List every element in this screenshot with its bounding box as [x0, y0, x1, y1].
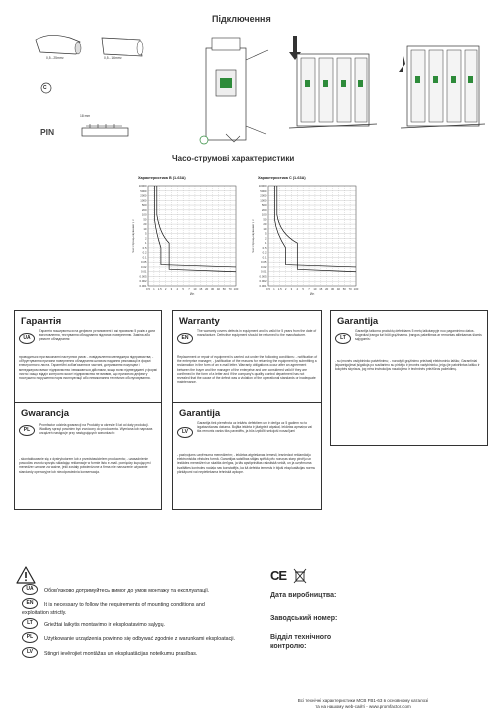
warranty-lv-body: - paziņojums uzņēmuma menedžerim; - iekārtas atgriešanas iemesli, iesniedzot reklamāciju elektroniskās vēstules formā. Garantijas saistības stājas spēkā pēc noruņas starp pircēju un iestādes menedžeri un skaitās derīgas, ja tās apstiprinātas rakstiskā veidā, un ja uzņēmuma kvalitātes kontroles nodaļa nav konstatējis, ka šā defekta iemesls ir bijuši ekspluatācijas normu pārkāpumi vai nepietiekama tehniskā apkope.	[177, 453, 316, 474]
y-tick-label: 200	[261, 207, 267, 212]
recycle-bin-icon	[292, 568, 308, 584]
x-tick-label: 70	[228, 287, 232, 291]
x-tick-label: 0.5	[146, 287, 150, 291]
x-axis-label: I/In	[309, 292, 315, 296]
y-tick-label: 20	[263, 222, 267, 227]
warranty-lt-body: - su įmonės vadybininko patvirtinimu; - nurodyti grąžinimo priežastį elektroniniu laišku; Garantiniai įsipareigojimai įsigalioja po susitarimo su pirkėju ir įmonės vadybininku, jeigu jie patvirtintas laišku ir kokybės skyriaus, jog nėra instrukcijos naudojimo ir techninės priežiūros pažeidimų.	[335, 359, 480, 372]
warning-en-badge: EN	[22, 598, 38, 609]
breaker-group-left	[289, 36, 377, 128]
warranty-lv-intro: Garantija tiek piemērota uz iekārtu defektiem un ir derīga uz 5 gadiem no to izgatavošanas datuma. Bojāta iekārta ir jāatgriež atpakaļ. Iekārtas apmaiņa vai tās remonts vanks tiks pavedēts, ja būs izpildīti sekojoši nosacījumi	[197, 421, 312, 434]
warranty-ua-intro: Гарантія поширюється на дефекти установлені і які проявили 5 років з дати виготовлення, тестування обладнання підлягає поверненню. Заміна або ремонт обладнання	[39, 329, 156, 342]
warranty-ua-title: Гарантія	[21, 316, 62, 327]
y-tick-label: 10	[143, 226, 147, 231]
warranty-lt-intro: Garantija taikoma produktų defektams 5 metų laikotarpyje nuo pagaminimo datos. Sugedusi įranga turi būti grąžinama. Įrangos pakeitimas ar remontas atliekamas šiomis sąlygomis:	[355, 329, 482, 342]
y-tick-label: 20	[143, 222, 147, 227]
x-tick-label: 40	[336, 287, 340, 291]
x-tick-label: 1.5	[157, 287, 162, 291]
x-tick-label: 5	[302, 287, 304, 291]
chart-b	[128, 182, 240, 300]
footer-line-2: та на нашому web-сайті - www.promfactor.com	[315, 704, 411, 709]
y-tick-label: 0.002	[139, 279, 147, 284]
y-tick-label: 0.05	[141, 260, 147, 265]
x-tick-label: 4	[296, 287, 299, 291]
warning-lv-badge: LV	[22, 647, 38, 658]
warning-icon	[16, 566, 36, 584]
y-tick-label: 0.5	[142, 245, 147, 250]
x-tick-label: 0.5	[266, 287, 270, 291]
y-tick-label: 0.1	[142, 255, 147, 260]
x-tick-label: 5	[182, 287, 184, 291]
ce-mark: CE	[270, 568, 287, 583]
x-tick-label: 7	[308, 287, 310, 291]
x-tick-label: 50	[222, 287, 226, 291]
x-axis-label: I/In	[189, 292, 195, 296]
y-tick-label: 2	[144, 236, 147, 241]
serial-number-label: Заводський номер:	[270, 615, 338, 622]
y-tick-label: 0.002	[259, 279, 267, 284]
y-tick-label: 0.2	[262, 250, 267, 255]
y-tick-label: 500	[261, 203, 267, 208]
y-tick-label: 1	[144, 241, 147, 246]
y-axis-label: Час спрацьовування t, с	[251, 219, 255, 253]
y-tick-label: 0.01	[141, 269, 147, 274]
warranty-pl-body: - skontaktowanie się z dystrybutorem lub z przedstawicielem producenta; - uzasadnienie powodów zwrotu sprzętu składając reklamacje w formie listu e-mail. pomiędzy kupującym i menedżer uznane za ważne, jeśli zostały potwierdzone a firma nie naruszenie używanie standardy operacyjne lub nieodpowiednia konserwacja.	[19, 457, 152, 474]
x-tick-label: 10	[193, 287, 197, 291]
y-tick-label: 200	[141, 207, 147, 212]
page-title: Підключення	[212, 14, 271, 24]
x-tick-label: 4	[176, 287, 179, 291]
chart-c-title: Характеристика C (1-63A)	[258, 176, 306, 180]
y-tick-label: 0.005	[139, 274, 147, 279]
x-tick-label: 3	[290, 287, 293, 291]
warranty-pl	[14, 402, 162, 510]
warranty-ua-body: проводиться при виконанні наступних умов: - повідомлення менеджера підприємства; - обґрунтування причини повернення обладнання шляхом надання рекламації в формі електронного листа. Гарантійні зобов'язання в частині, дотримання покупцем і менеджером вимог підприємства і вважаються дійсними, якщо вони підтверджені у формі листа і якщо відділ контролю якості підприємства не виявив, що причиною дефекту послужило порушення норм експлуатації або невиконання технічних обслуговування.	[19, 355, 157, 381]
x-tick-label: 20	[325, 287, 329, 291]
x-tick-label: 30	[330, 287, 335, 291]
breaker-mounting-drawing	[285, 28, 490, 138]
y-tick-label: 0.5	[262, 245, 267, 250]
y-tick-label: 500	[141, 203, 147, 208]
breaker-wiring-drawing	[186, 30, 276, 155]
warranty-pl-badge: PL	[19, 425, 35, 436]
warranty-lv-title: Garantija	[179, 408, 221, 419]
x-tick-label: 15	[199, 287, 203, 291]
wire-1-size: 0,5...25mm²	[46, 56, 64, 60]
y-tick-label: 100	[261, 212, 267, 217]
y-tick-label: 5000	[140, 188, 147, 193]
production-date-label: Дата виробництва:	[270, 592, 337, 599]
warning-lv-text: Stingri ievērojiet montāžas un ekspluatācijas noteikumu prasības.	[44, 650, 198, 657]
x-tick-label: 2	[164, 287, 167, 291]
y-tick-label: 0.01	[261, 269, 267, 274]
x-tick-label: 100	[233, 287, 239, 291]
y-tick-label: 2000	[260, 193, 267, 198]
qc-department-label: Відділ технічного контролю:	[270, 634, 332, 650]
warranty-pl-title: Gwarancja	[21, 408, 70, 419]
warning-en	[22, 599, 232, 616]
y-tick-label: 50	[263, 217, 267, 222]
warranty-lt-badge: LT	[335, 333, 351, 344]
warranty-lt-title: Garantija	[337, 316, 379, 327]
chart-c	[248, 182, 360, 300]
x-tick-label: 20	[205, 287, 209, 291]
x-tick-label: 1	[273, 287, 275, 291]
y-tick-label: 0.001	[139, 284, 147, 288]
pin-label: PIN	[40, 127, 55, 137]
warning-lt-text: Griežtai laikytis montavimo ir eksploatavimo sąlygų.	[44, 621, 165, 628]
wire-2-drawing	[102, 38, 143, 56]
y-tick-label: 0.02	[141, 264, 147, 269]
y-tick-label: 0.05	[261, 260, 267, 265]
footer-line-1: Всі технічні характеристики MCB FB1-63 в основному каталозі	[297, 698, 429, 703]
warranty-lt	[330, 310, 488, 446]
warranty-pl-intro: Promfactor udziela gwarancji na Produkty w okresie 5 lat od daty produkcji. Wadliwy sprzęt powinien być zwrócony do producenta. Wymiana lub naprawa urządzeń następuje przy następujących warunkach:	[39, 423, 153, 436]
warranty-en-badge: EN	[177, 333, 193, 344]
x-tick-label: 1	[153, 287, 155, 291]
warranty-ua-badge: UA	[19, 333, 35, 344]
warranty-lv	[172, 402, 322, 510]
warning-pl	[22, 633, 262, 644]
y-tick-label: 5	[144, 231, 147, 236]
y-axis-label: Час спрацьовування t, с	[131, 219, 135, 253]
warranty-en-title: Warranty	[179, 316, 220, 327]
charts-title: Часо-струмові характеристики	[172, 154, 295, 163]
y-tick-label: 50	[143, 217, 147, 222]
breaker-group-right	[399, 46, 485, 128]
wire-2-size: 0,5...16mm²	[104, 56, 122, 60]
c-connection-label: C	[43, 85, 47, 91]
x-tick-label: 15	[319, 287, 323, 291]
y-tick-label: 1	[264, 241, 267, 246]
y-tick-label: 0.02	[261, 264, 267, 269]
warranty-lv-badge: LV	[177, 427, 193, 438]
x-tick-label: 10	[313, 287, 317, 291]
x-tick-label: 1.5	[277, 287, 282, 291]
x-tick-label: 70	[348, 287, 352, 291]
warning-pl-text: Użytkowanie urządzenia powinno się odbywać zgodnie z warunkami eksploatacji.	[44, 635, 236, 642]
x-tick-label: 30	[210, 287, 215, 291]
x-tick-label: 7	[188, 287, 190, 291]
x-tick-label: 50	[342, 287, 346, 291]
warning-ua	[22, 585, 252, 596]
warning-en-text: It is necessary to follow the requirements of mounting conditions and exploitation strictly.	[22, 601, 205, 616]
warranty-en-intro: The warranty covers defects in equipment and is valid for 5 years from the date of manufacture. Defective equipment should be returned to the manufacturer.	[197, 329, 317, 338]
y-tick-label: 0.001	[259, 284, 267, 288]
y-tick-label: 5	[264, 231, 267, 236]
y-tick-label: 0.005	[259, 274, 267, 279]
y-tick-label: 10000	[258, 184, 267, 188]
warning-lv	[22, 648, 252, 659]
footer	[248, 698, 478, 710]
x-tick-label: 3	[170, 287, 173, 291]
x-tick-label: 100	[353, 287, 359, 291]
warning-lt-badge: LT	[22, 618, 38, 629]
warning-ua-text: Обов'язково дотримуйтесь вимог до умов монтажу та експлуатації.	[44, 587, 210, 594]
y-tick-label: 10000	[138, 184, 147, 188]
y-tick-label: 100	[141, 212, 147, 217]
warning-lt	[22, 619, 252, 630]
pin-dimension: 18 mm	[80, 114, 91, 118]
y-tick-label: 1000	[140, 198, 147, 203]
x-tick-label: 40	[216, 287, 220, 291]
y-tick-label: 5000	[260, 188, 267, 193]
warning-ua-badge: UA	[22, 584, 38, 595]
y-tick-label: 2	[264, 236, 267, 241]
wire-1-drawing	[36, 35, 81, 54]
chart-b-title: Характеристика B (1-63A)	[138, 176, 186, 180]
y-tick-label: 10	[263, 226, 267, 231]
x-tick-label: 2	[284, 287, 287, 291]
warning-pl-badge: PL	[22, 632, 38, 643]
y-tick-label: 1000	[260, 198, 267, 203]
y-tick-label: 0.2	[142, 250, 147, 255]
y-tick-label: 2000	[140, 193, 147, 198]
y-tick-label: 0.1	[262, 255, 267, 260]
warranty-en-body: Replacement or repair of equipment is carried out under the following conditions: - notification of the enterprise manager; - justification of the reasons for returning the equipment by submitting a reclamation in the form of an e-mail letter. Warranty obligations occur after an agreement between the buyer and the manager of the enterprise and are considered valid if they are confirmed in the form of a letter and if the company's quality control department has not revealed that the cause of the defect was a violation of the operational standards or inadequate maintenance.	[177, 355, 318, 385]
